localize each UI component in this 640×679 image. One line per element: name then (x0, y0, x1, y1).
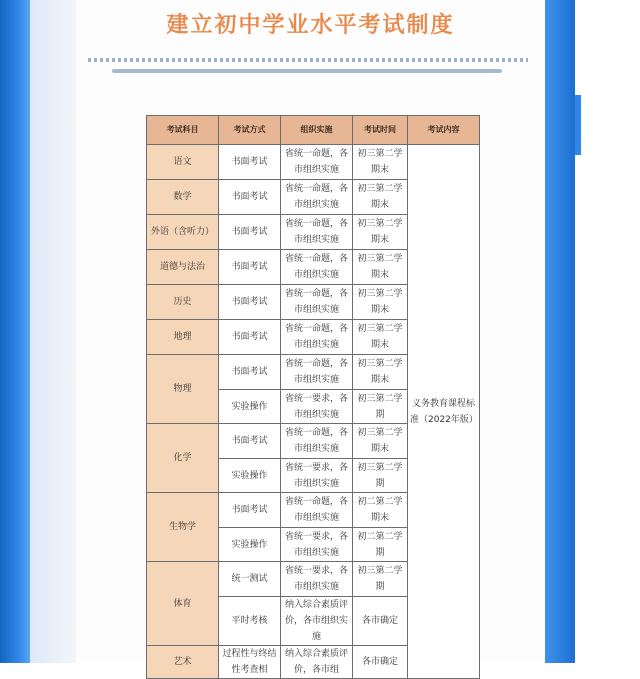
time-cell: 各市确定 (353, 646, 408, 679)
time-cell: 初二第二学期 (353, 528, 408, 562)
content-cell: 义务教育课程标准（2022年版） (408, 145, 480, 679)
mode-cell: 书面考试 (219, 493, 281, 528)
org-cell: 省统一要求，各市组织实施 (281, 459, 353, 493)
decorative-dotted-rule (88, 58, 528, 62)
time-cell: 初三第二学期末 (353, 424, 408, 459)
mode-cell: 书面考试 (219, 180, 281, 215)
subject-cell: 体育 (147, 562, 219, 646)
org-cell: 省统一要求，各市组织实施 (281, 562, 353, 597)
mode-cell: 书面考试 (219, 424, 281, 459)
org-cell: 省统一命题，各市组织实施 (281, 320, 353, 355)
org-cell: 省统一命题，各市组织实施 (281, 180, 353, 215)
org-cell: 纳入综合素质评价，各市组 (281, 646, 353, 679)
mode-cell: 书面考试 (219, 355, 281, 390)
document-page (76, 0, 545, 675)
subject-cell: 化学 (147, 424, 219, 493)
subject-cell: 道德与法治 (147, 250, 219, 285)
exam-table (146, 115, 480, 679)
table-row (147, 145, 480, 180)
left-blue-border (0, 0, 30, 663)
subject-cell: 数学 (147, 180, 219, 215)
time-cell: 初三第二学期 (353, 390, 408, 424)
mode-cell: 平时考核 (219, 597, 281, 646)
time-cell: 各市确定 (353, 597, 408, 646)
mode-cell: 书面考试 (219, 145, 281, 180)
org-cell: 省统一命题，各市组织实施 (281, 355, 353, 390)
header-mode: 考试方式 (219, 116, 281, 145)
subject-cell: 历史 (147, 285, 219, 320)
left-pale-border (30, 0, 76, 663)
org-cell: 省统一要求，各市组织实施 (281, 390, 353, 424)
time-cell: 初三第二学期 (353, 562, 408, 597)
org-cell: 省统一命题，各市组织实施 (281, 493, 353, 528)
subject-cell: 地理 (147, 320, 219, 355)
mode-cell: 实验操作 (219, 390, 281, 424)
right-blue-border (545, 0, 575, 663)
mode-cell: 统一测试 (219, 562, 281, 597)
mode-cell: 实验操作 (219, 459, 281, 493)
subject-cell: 外语（含听力） (147, 215, 219, 250)
time-cell: 初三第二学期末 (353, 320, 408, 355)
right-blue-tab (575, 95, 581, 155)
org-cell: 省统一命题，各市组织实施 (281, 145, 353, 180)
time-cell: 初三第二学期末 (353, 215, 408, 250)
mode-cell: 实验操作 (219, 528, 281, 562)
org-cell: 省统一命题，各市组织实施 (281, 424, 353, 459)
right-margin (575, 0, 640, 663)
page-title: 建立初中学业水平考试制度 (166, 12, 455, 38)
org-cell: 省统一命题，各市组织实施 (281, 250, 353, 285)
subject-cell: 语文 (147, 145, 219, 180)
time-cell: 初二第二学期末 (353, 493, 408, 528)
subject-cell: 艺术 (147, 646, 219, 679)
time-cell: 初三第二学期末 (353, 355, 408, 390)
org-cell: 省统一要求，各市组织实施 (281, 528, 353, 562)
time-cell: 初三第二学期末 (353, 250, 408, 285)
org-cell: 省统一命题，各市组织实施 (281, 215, 353, 250)
time-cell: 初三第二学期末 (353, 180, 408, 215)
mode-cell: 过程性与终结性考查相 (219, 646, 281, 679)
header-subject: 考试科目 (147, 116, 219, 145)
org-cell: 纳入综合素质评价，各市组织实施 (281, 597, 353, 646)
time-cell: 初三第二学期 (353, 459, 408, 493)
header-time: 考试时间 (353, 116, 408, 145)
header-content: 考试内容 (408, 116, 480, 145)
header-org: 组织实施 (281, 116, 353, 145)
time-cell: 初三第二学期末 (353, 145, 408, 180)
mode-cell: 书面考试 (219, 250, 281, 285)
mode-cell: 书面考试 (219, 215, 281, 250)
org-cell: 省统一命题，各市组织实施 (281, 285, 353, 320)
subject-cell: 物理 (147, 355, 219, 424)
mode-cell: 书面考试 (219, 320, 281, 355)
mode-cell: 书面考试 (219, 285, 281, 320)
table-header-row (147, 116, 480, 145)
subject-cell: 生物学 (147, 493, 219, 562)
time-cell: 初三第二学期末 (353, 285, 408, 320)
decorative-rule (112, 69, 502, 73)
